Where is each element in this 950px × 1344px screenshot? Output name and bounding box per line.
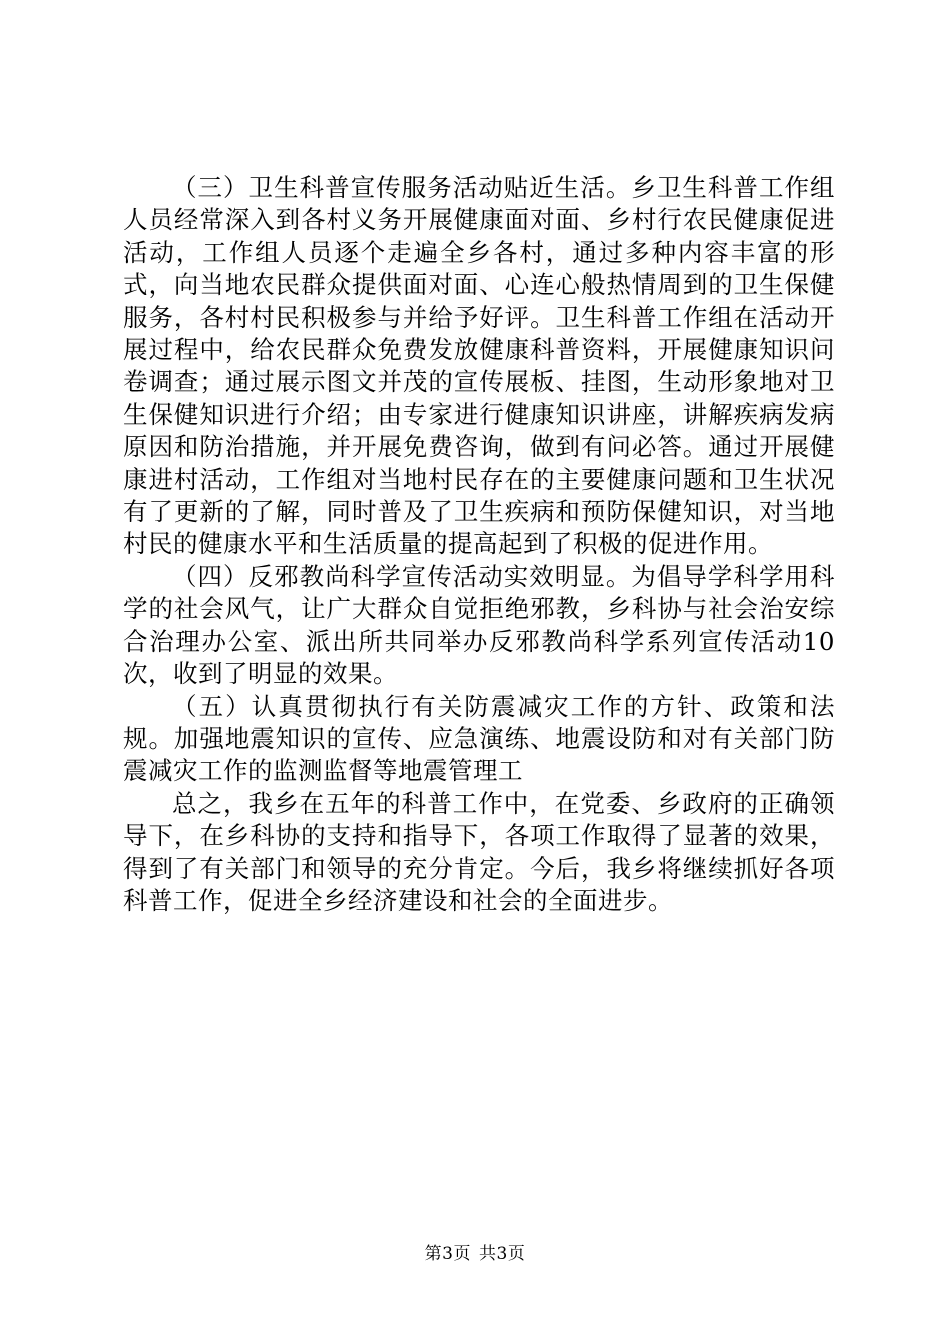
paragraph-conclusion: 总之，我乡在五年的科普工作中，在党委、乡政府的正确领导下，在乡科协的支持和指导下，各项工作取得了显著的效果，得到了有关部门和领导的充分肯定。今后，我乡将继续抓好各项科普工作，促进全乡经济建设和社会的全面进步。 [123,788,835,915]
page-number-total: 共3页 [479,1244,526,1264]
document-body [123,172,835,917]
paragraph-anti-cult: （四）反邪教尚科学宣传活动实效明显。为倡导学科学用科学的社会风气，让广大群众自觉拒绝邪教，乡科协与社会治安综合治理办公室、派出所共同举办反邪教尚科学系列宣传活动10次，收到了明显的效果。 [123,561,835,689]
paragraph-earthquake: （五）认真贯彻执行有关防震减灾工作的方针、政策和法规。加强地震知识的宣传、应急演练、地震设防和对有关部门防震减灾工作的监测监督等地震管理工 [123,691,835,786]
paragraph-health-outreach: （三）卫生科普宣传服务活动贴近生活。乡卫生科普工作组人员经常深入到各村义务开展健康面对面、乡村行农民健康促进活动，工作组人员逐个走遍全乡各村，通过多种内容丰富的形式，向当地农民群众提供面对面、心连心般热情周到的卫生保健服务，各村村民积极参与并给予好评。卫生科普工作组在活动开展过程中，给农民群众免费发放健康科普资料，开展健康知识问卷调查；通过展示图文并茂的宣传展板、挂图，生动形象地对卫生保健知识进行介绍；由专家进行健康知识讲座，讲解疾病发病原因和防治措施，并开展免费咨询，做到有问必答。通过开展健康进村活动，工作组对当地村民存在的主要健康问题和卫生状况有了更新的了解，同时普及了卫生疾病和预防保健知识，对当地村民的健康水平和生活质量的提高起到了积极的促进作用。 [123,173,835,559]
page-footer [0,1243,950,1265]
page-number-current: 第3页 [424,1244,471,1264]
